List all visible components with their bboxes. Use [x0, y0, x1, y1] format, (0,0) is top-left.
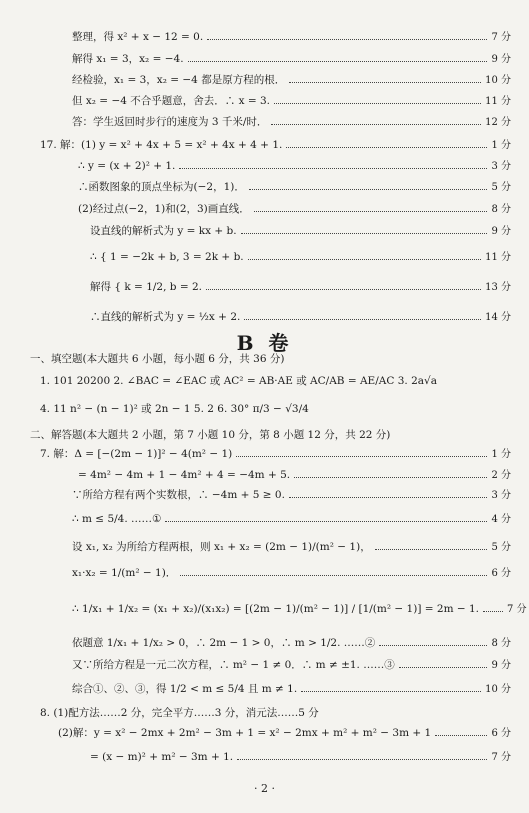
score-mark: 7 分	[491, 32, 511, 43]
leader-dots	[375, 540, 488, 550]
score-mark: 9 分	[491, 660, 511, 671]
answer-line	[72, 602, 527, 617]
page-number: · 2 ·	[254, 782, 275, 795]
answer-text: 7. 解：Δ = [−(2m − 1)]² − 4(m² − 1)	[40, 448, 233, 460]
score-mark: 8 分	[491, 204, 511, 215]
answer-text: ∴ 1/x₁ + 1/x₂ = (x₁ + x₂)/(x₁x₂) = [(2m − 1)/(m² − 1)] / [1/(m² − 1)] = 2m − 1.	[72, 603, 480, 615]
answer-line	[78, 202, 511, 217]
leader-dots	[207, 30, 487, 40]
leader-dots	[254, 202, 488, 212]
answer-line	[72, 636, 511, 651]
leader-dots	[274, 94, 481, 104]
answer-text: ∴ y = (x + 2)² + 1.	[78, 160, 176, 172]
answer-text: (2)经过点(−2，1)和(2，3)画直线．	[78, 203, 250, 215]
answer-line	[72, 658, 511, 673]
answer-text: 17. 解：(1) y = x² + 4x + 5 = x² + 4x + 4 + 1.	[40, 139, 283, 151]
answer-text: ∵所给方程有两个实数根，∴ −4m + 5 ≥ 0.	[72, 489, 285, 501]
score-mark: 1 分	[491, 449, 511, 460]
answer-text: 解得 x₁ = 3，x₂ = −4.	[72, 53, 184, 65]
leader-dots	[188, 52, 488, 62]
answer-text: (2)解：y = x² − 2mx + 2m² − 3m + 1 = x² − 2mx + m² + m² − 3m + 1	[58, 727, 432, 739]
score-mark: 12 分	[485, 117, 511, 128]
answer-text: 解得 { k = 1/2, b = 2.	[90, 281, 202, 293]
answer-line	[72, 73, 511, 88]
leader-dots	[289, 73, 481, 83]
score-mark: 8 分	[491, 638, 511, 649]
score-mark: 9 分	[491, 226, 511, 237]
solve-heading: 二、解答题(本大题共 2 小题，第 7 小题 10 分，第 8 小题 12 分，共 22 分)	[30, 429, 391, 441]
score-mark: 1 分	[491, 140, 511, 151]
answer-line	[72, 94, 511, 109]
score-mark: 4 分	[491, 514, 511, 525]
fill-blank-answers-row-2: 4. 11 n² − (n − 1)² 或 2n − 1 5. 2 6. 30° π/3 − √3/4	[40, 403, 309, 415]
answer-text: ∴ m ≤ 5/4. ……①	[72, 513, 162, 525]
answer-line	[40, 447, 511, 462]
leader-dots	[379, 636, 487, 646]
score-mark: 11 分	[485, 252, 511, 263]
leader-dots	[294, 468, 487, 478]
answer-text: 但 x₂ = −4 不合乎题意，舍去．∴ x = 3.	[72, 95, 271, 107]
leader-dots	[241, 224, 488, 234]
answer-line	[58, 726, 511, 741]
answer-line	[72, 512, 511, 527]
score-mark: 10 分	[485, 684, 511, 695]
answer-line	[90, 250, 511, 265]
answer-text: ∴ { 1 = −2k + b, 3 = 2k + b.	[90, 251, 244, 263]
score-mark: 3 分	[491, 161, 511, 172]
answer-text: 又∵所给方程是一元二次方程，∴ m² − 1 ≠ 0．∴ m ≠ ±1. ……③	[72, 659, 395, 671]
answer-text: = 4m² − 4m + 1 − 4m² + 4 = −4m + 5.	[78, 469, 291, 481]
q8-part1-answer: 8. (1)配方法……2 分，完全平方……3 分，消元法……5 分	[40, 707, 319, 719]
leader-dots	[286, 138, 487, 148]
leader-dots	[248, 250, 481, 260]
leader-dots	[165, 512, 487, 522]
score-mark: 5 分	[491, 542, 511, 553]
answer-line	[72, 488, 511, 503]
answer-text: 整理，得 x² + x − 12 = 0.	[72, 31, 204, 43]
section-b-title: B 卷	[236, 331, 293, 355]
answer-text: x₁·x₂ = 1/(m² − 1)．	[72, 567, 177, 579]
answer-text: ∴函数图象的顶点坐标为(−2，1)．	[78, 181, 245, 193]
answer-line	[72, 30, 511, 45]
score-mark: 13 分	[485, 282, 511, 293]
score-mark: 6 分	[491, 568, 511, 579]
answer-text: 综合①、②、③，得 1/2 < m ≤ 5/4 且 m ≠ 1.	[72, 683, 298, 695]
score-mark: 14 分	[485, 312, 511, 323]
score-mark: 11 分	[485, 96, 511, 107]
leader-dots	[301, 682, 481, 692]
answer-text: 经检验，x₁ = 3，x₂ = −4 都是原方程的根．	[72, 74, 286, 86]
answer-line	[40, 138, 511, 153]
answer-line	[72, 115, 511, 130]
leader-dots	[237, 750, 487, 760]
score-mark: 10 分	[485, 75, 511, 86]
leader-dots	[399, 658, 488, 668]
leader-dots	[483, 602, 503, 612]
leader-dots	[244, 310, 481, 320]
answer-line	[72, 52, 511, 67]
leader-dots	[249, 180, 488, 190]
leader-dots	[179, 159, 487, 169]
answer-line	[72, 540, 511, 555]
score-mark: 7 分	[507, 604, 527, 615]
leader-dots	[206, 280, 481, 290]
answer-line	[78, 180, 511, 195]
answer-line	[78, 468, 511, 483]
answer-line	[90, 224, 511, 239]
answer-text: 答：学生返回时步行的速度为 3 千米/时．	[72, 116, 268, 128]
answer-line	[72, 566, 511, 581]
answer-line	[90, 280, 511, 295]
answer-text: = (x − m)² + m² − 3m + 1.	[90, 751, 234, 763]
leader-dots	[435, 726, 487, 736]
score-mark: 6 分	[491, 728, 511, 739]
answer-line	[72, 682, 511, 697]
score-mark: 5 分	[491, 182, 511, 193]
score-mark: 9 分	[491, 54, 511, 65]
answer-text: 设 x₁, x₂ 为所给方程两根，则 x₁ + x₂ = (2m − 1)/(m² − 1)，	[72, 541, 371, 553]
score-mark: 7 分	[491, 752, 511, 763]
leader-dots	[271, 115, 481, 125]
score-mark: 3 分	[491, 490, 511, 501]
answer-line	[78, 159, 511, 174]
fill-blank-heading: 一、填空题(本大题共 6 小题，每小题 6 分，共 36 分)	[30, 353, 285, 365]
score-mark: 2 分	[491, 470, 511, 481]
answer-text: ∴直线的解析式为 y = ½x + 2.	[90, 311, 241, 323]
answer-text: 设直线的解析式为 y = kx + b.	[90, 225, 237, 237]
answer-line	[90, 750, 511, 765]
leader-dots	[180, 566, 487, 576]
leader-dots	[289, 488, 488, 498]
answer-line	[90, 310, 511, 325]
fill-blank-answers-row-1: 1. 101 20200 2. ∠BAC = ∠EAC 或 AC² = AB·AE 或 AC/AB = AE/AC 3. 2a√a	[40, 375, 437, 387]
answer-text: 依题意 1/x₁ + 1/x₂ > 0，∴ 2m − 1 > 0，∴ m > 1/2. ……②	[72, 637, 376, 649]
leader-dots	[236, 447, 487, 457]
